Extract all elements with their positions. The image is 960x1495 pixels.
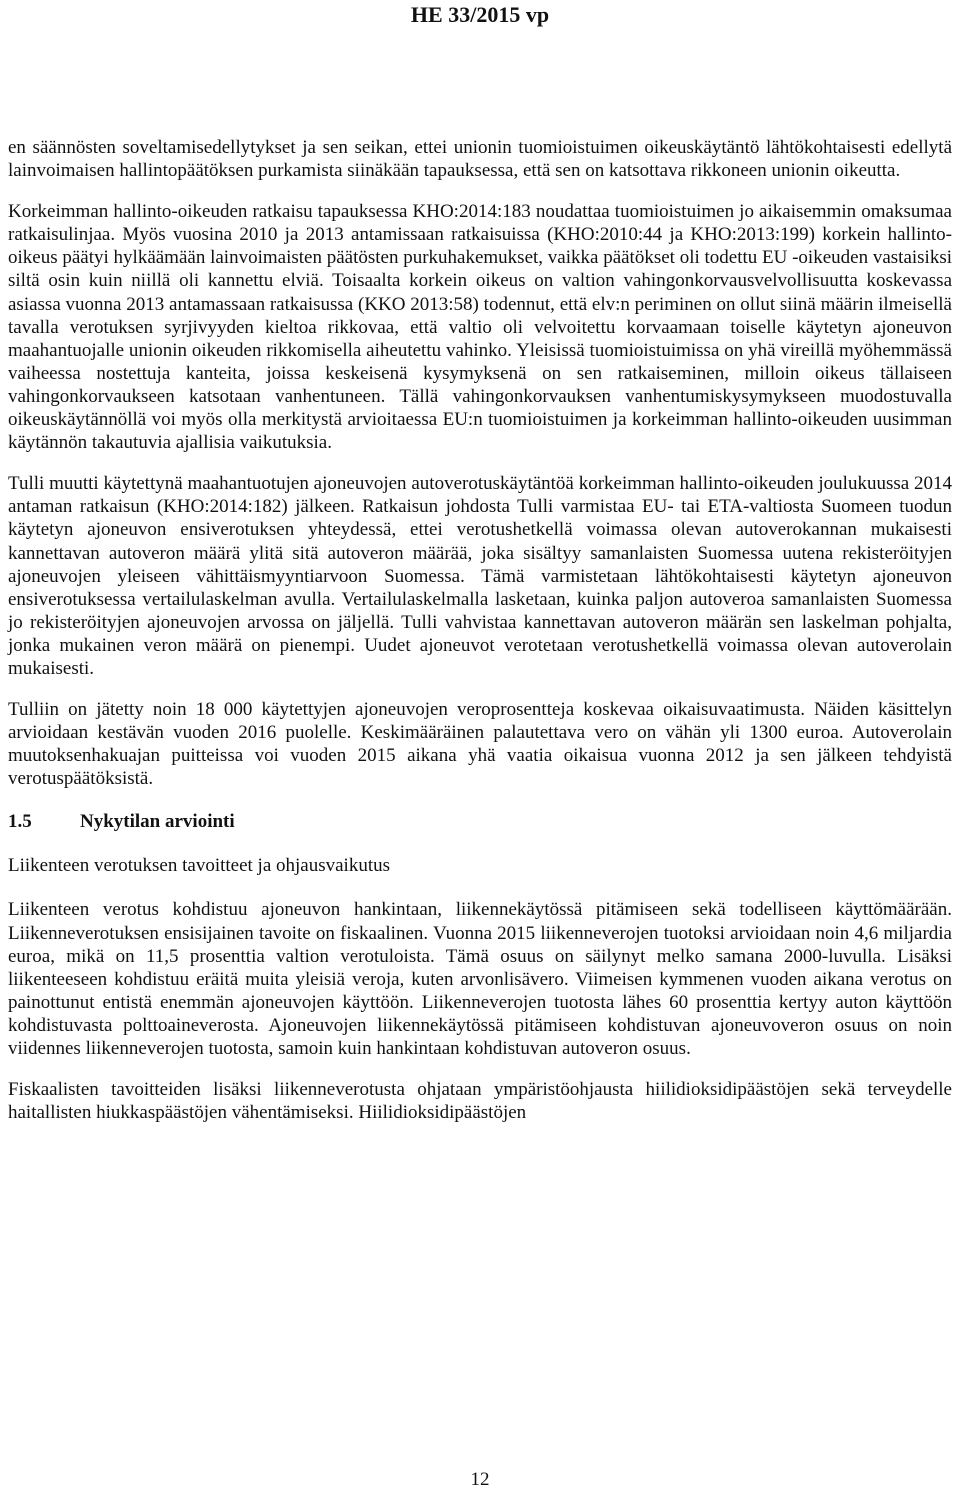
paragraph-customs-practice: Tulli muutti käytettynä maahantuotujen ajoneuvojen autoverotuskäytäntöä korkeimman hallinto-oikeuden joulukuussa 2014 antaman ratkaisun (KHO:2014:182) jälkeen. Ratkaisun johdosta Tulli varmistaa EU- tai ETA-valtiosta Suomeen tuodun käytetyn ajoneuvon ensiverotuksen yhteydessä, ettei verotushetkellä voimassa olevan autoverokannan mukaisesti kannettavan autoveron määrä ylitä sitä autoveron määrää, joka sisältyy samanlaisten Suomessa uutena rekisteröityjen ajoneuvojen yleiseen vähittäismyyntiarvoon Suomessa. Tämä varmistetaan lähtökohtaisesti käytetyn ajoneuvon ensiverotuksessa vertailulaskelman avulla. Vertailulaskelmalla lasketaan, kuinka paljon autoveroa samanlaisten Suomessa jo rekisteröityjen ajoneuvojen arvossa on jäljellä. Tulli vahvistaa kannettavan autoveron määrän sen laskelman pohjalta, jonka mukainen veron määrä on pienempi. Uudet ajoneuvot verotetaan verotushetkellä voimassa olevan autoverolain mukaisesti. [8, 473, 952, 679]
section-title: Nykytilan arviointi [80, 811, 235, 833]
paragraph-fiscal-goals: Fiskaalisten tavoitteiden lisäksi liikenneverotusta ohjataan ympäristöohjausta hiilidioksidipäästöjen sekä terveydelle haitallisten hiukkaspäästöjen vähentämiseksi. Hiilidioksidipäästöjen [8, 1079, 952, 1124]
section-heading [8, 810, 952, 834]
paragraph-traffic-taxation: Liikenteen verotus kohdistuu ajoneuvon hankintaan, liikennekäytössä pitämiseen sekä todelliseen käyttömäärään. Liikenneverotuksen ensisijainen tavoite on fiskaalinen. Vuonna 2015 liikenneverojen tuotoksi arvioidaan noin 4,6 miljardia euroa, mikä on 11,5 prosenttia valtion verotuloista. Tämä osuus on säilynyt melko samana 2000-luvulla. Lisäksi liikenteeseen kohdistuu eräitä muita yleisiä veroja, kuten arvonlisävero. Viimeisen kymmenen vuoden aikana verotus on painottunut entistä enemmän ajoneuvojen käyttöön. Liikenneverojen tuotosta lähes 60 prosenttia kertyy auton käyttöön kohdistuvasta polttoaineverosta. Ajoneuvojen liikennekäytössä pitämiseen kohdistuvan ajoneuvoveron osuus on noin viidennes liikenneverojen tuotosta, samoin kuin hankintaan kohdistuvan autoveron osuus. [8, 899, 952, 1059]
section-number: 1.5 [8, 811, 32, 833]
page-number: 12 [470, 1469, 490, 1490]
paragraph-eu-law-practice: en säännösten soveltamisedellytykset ja sen seikan, ettei unionin tuomioistuimen oikeuskäytäntö lähtökohtaisesti edellytä lainvoimaisen hallintopäätöksen purkamista siinäkään tapauksessa, että sen on katsottava rikkoneen unionin oikeutta. [8, 137, 952, 182]
document-id-header: HE 33/2015 vp [410, 2, 550, 27]
paragraph-rectification-claims: Tulliin on jätetty noin 18 000 käytettyjen ajoneuvojen veroprosentteja koskevaa oikaisuvaatimusta. Näiden käsittelyn arvioidaan kestävän vuoden 2016 puolelle. Keskimääräinen palautettava vero on vähän yli 1300 euroa. Autoverolain muutoksenhakuajan puitteissa voi vuoden 2015 aikana yhä vaatia oikaisua vuonna 2012 ja sen jälkeen tehdyistä verotuspäätöksistä. [8, 699, 952, 790]
paragraph-kho-rulings: Korkeimman hallinto-oikeuden ratkaisu tapauksessa KHO:2014:183 noudattaa tuomioistuimen jo aikaisemmin omaksumaa ratkaisulinjaa. Myös vuosina 2010 ja 2013 antamissaan ratkaisuissa (KHO:2010:44 ja KHO:2013:199) korkein hallinto-oikeus päätyi hylkäämään lainvoimaisten päätösten purkuhakemukset, vaikka päätökset oli todettu EU -oikeuden vastaisiksi siltä osin kuin niillä oli kannettu elviä. Toisaalta korkein oikeus on valtion vahingonkorvausvelvollisuutta koskevassa asiassa vuonna 2013 antamassaan ratkaisussa (KKO 2013:58) todennut, että elv:n periminen on ollut siinä määrin ilmeisellä tavalla verotuksen syrjivyyden kieltoa rikkovaa, että valtio oli velvoitettu korvaamaan toiselle käytetyn ajoneuvon maahantuojalle unionin oikeuden rikkomisella aiheutettu vahinko. Yleisissä tuomioistuimissa on yhä vireillä myöhemmässä vaiheessa nostettuja kanteita, joissa keskeisenä kysymyksenä on sen ratkaiseminen, milloin oikeus tällaiseen vahingonkorvaukseen katsotaan vanhentuneen. Tällä vahingonkorvauksen vanhentumiskysymykseen muodostuvalla oikeuskäytännöllä voi myös olla merkitystä arvioitaessa EU:n tuomioistuimen ja korkeimman hallinto-oikeuden uusimman käytännön takautuvia ajallisia vaikutuksia. [8, 201, 952, 454]
body-text [8, 136, 952, 1124]
subheading: Liikenteen verotuksen tavoitteet ja ohjausvaikutus [8, 855, 391, 877]
